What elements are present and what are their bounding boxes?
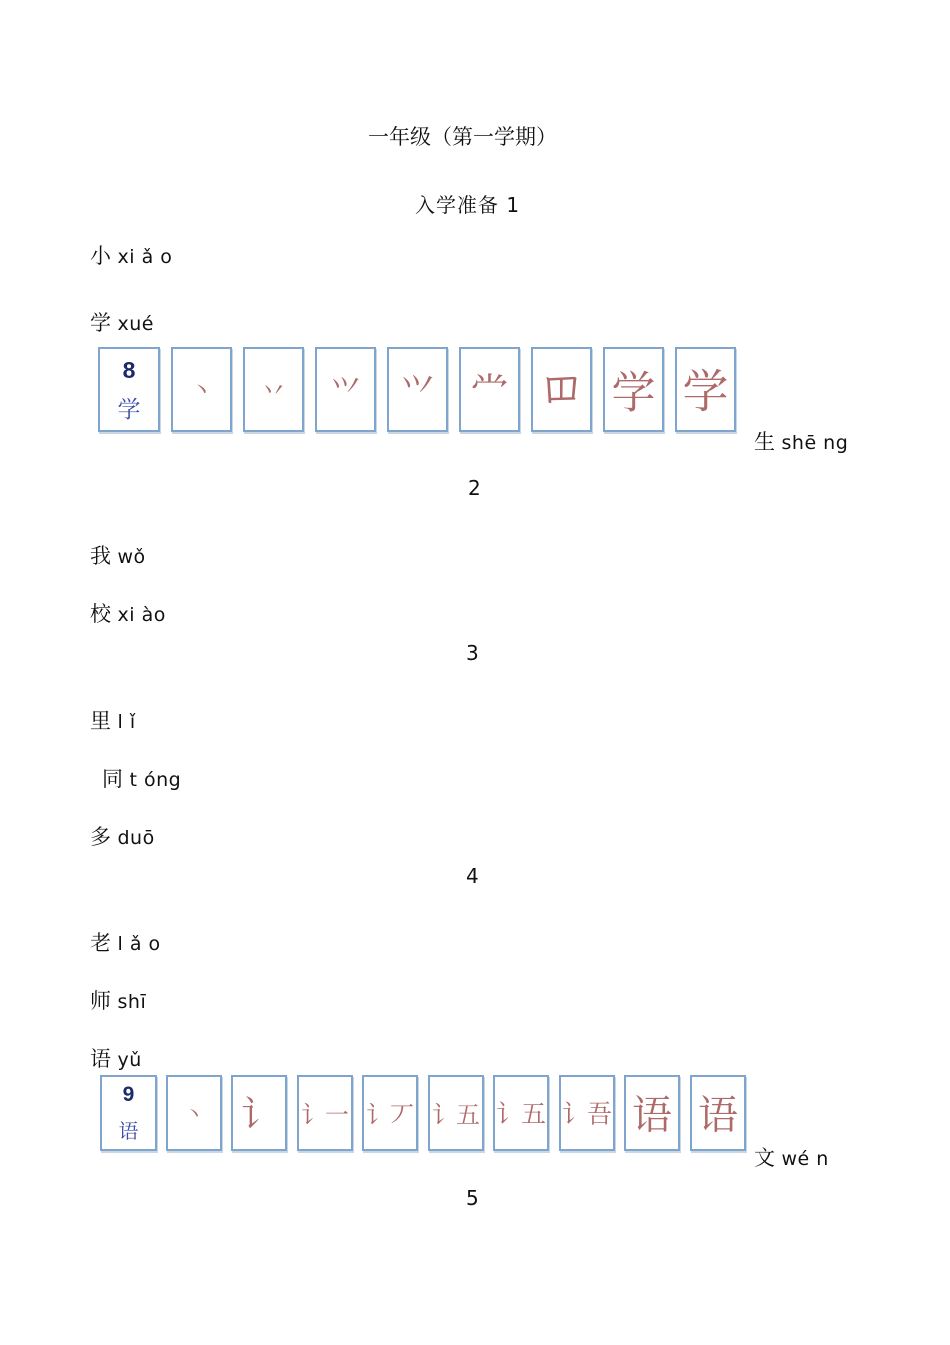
stroke-step: ⺍ xyxy=(330,374,361,410)
stroke-count-box xyxy=(100,1075,157,1151)
entry-pinyin: t óng xyxy=(129,769,182,791)
stroke-step: 丷 xyxy=(260,376,287,407)
stroke-step-box xyxy=(428,1075,484,1151)
entry-hanzi: 师 xyxy=(90,989,112,1013)
section-number: 3 xyxy=(466,641,479,665)
page-title: 一年级（第一学期） xyxy=(368,125,557,149)
entry-sheng xyxy=(754,426,848,456)
stroke-step-box xyxy=(231,1075,287,1151)
stroke-step-box xyxy=(624,1075,680,1151)
entry-hanzi: 老 xyxy=(90,931,112,955)
entry-pinyin: l ǐ xyxy=(117,711,136,733)
stroke-step: 学 xyxy=(611,367,656,419)
stroke-step: 语 xyxy=(632,1092,672,1139)
entry-duo xyxy=(90,821,155,851)
section-number: 5 xyxy=(466,1186,479,1210)
entry-pinyin: wǒ xyxy=(117,546,146,568)
entry-shi xyxy=(90,985,146,1015)
entry-hanzi: 同 xyxy=(102,767,124,791)
entry-xue xyxy=(90,307,154,337)
stroke-step: 讠 xyxy=(240,1094,277,1136)
chart-character: 语 xyxy=(118,1119,139,1143)
stroke-step: 讠五 xyxy=(432,1100,480,1129)
entry-pinyin: xi ǎ o xyxy=(117,246,173,268)
stroke-step: 学 xyxy=(682,364,729,419)
entry-wo xyxy=(90,540,146,570)
stroke-count: 9 xyxy=(122,1083,135,1106)
section-number: 4 xyxy=(466,864,479,888)
entry-hanzi: 学 xyxy=(90,311,112,335)
stroke-count: 8 xyxy=(122,357,136,383)
stroke-step: 龸 xyxy=(470,369,509,414)
stroke-step: 丶 xyxy=(190,378,213,404)
stroke-step-box xyxy=(531,347,592,432)
entry-hanzi: 校 xyxy=(90,602,112,626)
stroke-step-box xyxy=(243,347,304,432)
stroke-step-box xyxy=(315,347,376,432)
entry-pinyin: shī xyxy=(117,991,147,1013)
stroke-step: 语 xyxy=(698,1092,738,1139)
chart-character: 学 xyxy=(117,397,141,423)
stroke-step: 讠一 xyxy=(301,1100,349,1129)
entry-hanzi: 我 xyxy=(90,544,112,568)
stroke-step: 讠吾 xyxy=(561,1099,612,1129)
entry-pinyin: wé n xyxy=(781,1148,829,1170)
entry-pinyin: xi ào xyxy=(117,604,166,626)
entry-hanzi: 文 xyxy=(754,1146,776,1170)
entry-pinyin: shē ng xyxy=(781,432,849,454)
entry-lao xyxy=(90,927,161,957)
stroke-step-box xyxy=(493,1075,549,1151)
stroke-step: 讠五 xyxy=(495,1099,546,1129)
entry-pinyin: l ǎ o xyxy=(117,933,161,955)
entry-hanzi: 生 xyxy=(754,430,776,454)
entry-hanzi: 多 xyxy=(90,825,112,849)
entry-yu xyxy=(90,1043,142,1073)
stroke-step: 丶 xyxy=(184,1101,204,1126)
entry-hanzi: 小 xyxy=(90,244,112,268)
stroke-step-box xyxy=(362,1075,418,1151)
section-number: 2 xyxy=(468,476,481,500)
stroke-step-box xyxy=(171,347,232,432)
stroke-step: 讠丆 xyxy=(366,1100,414,1129)
stroke-step-box xyxy=(387,347,448,432)
entry-pinyin: xué xyxy=(117,313,154,335)
stroke-step-box xyxy=(297,1075,353,1151)
stroke-step: 𭕄 xyxy=(400,372,435,413)
stroke-step-box xyxy=(690,1075,746,1151)
entry-pinyin: duō xyxy=(117,827,155,849)
stroke-step-box xyxy=(459,347,520,432)
entry-tong xyxy=(102,763,181,793)
stroke-step-box xyxy=(675,347,736,432)
entry-wen xyxy=(754,1142,829,1172)
entry-xiao-school xyxy=(90,598,166,628)
entry-hanzi: 里 xyxy=(90,709,112,733)
lesson-heading: 入学准备 1 xyxy=(415,193,521,217)
stroke-step-box xyxy=(603,347,664,432)
stroke-step-box xyxy=(166,1075,222,1151)
entry-pinyin: yǔ xyxy=(117,1049,142,1071)
stroke-step-box xyxy=(559,1075,615,1151)
stroke-count-box xyxy=(98,347,160,432)
stroke-step: 𫩏 xyxy=(541,366,582,413)
entry-li xyxy=(90,705,136,735)
entry-xiao xyxy=(90,240,172,270)
entry-hanzi: 语 xyxy=(90,1047,112,1071)
